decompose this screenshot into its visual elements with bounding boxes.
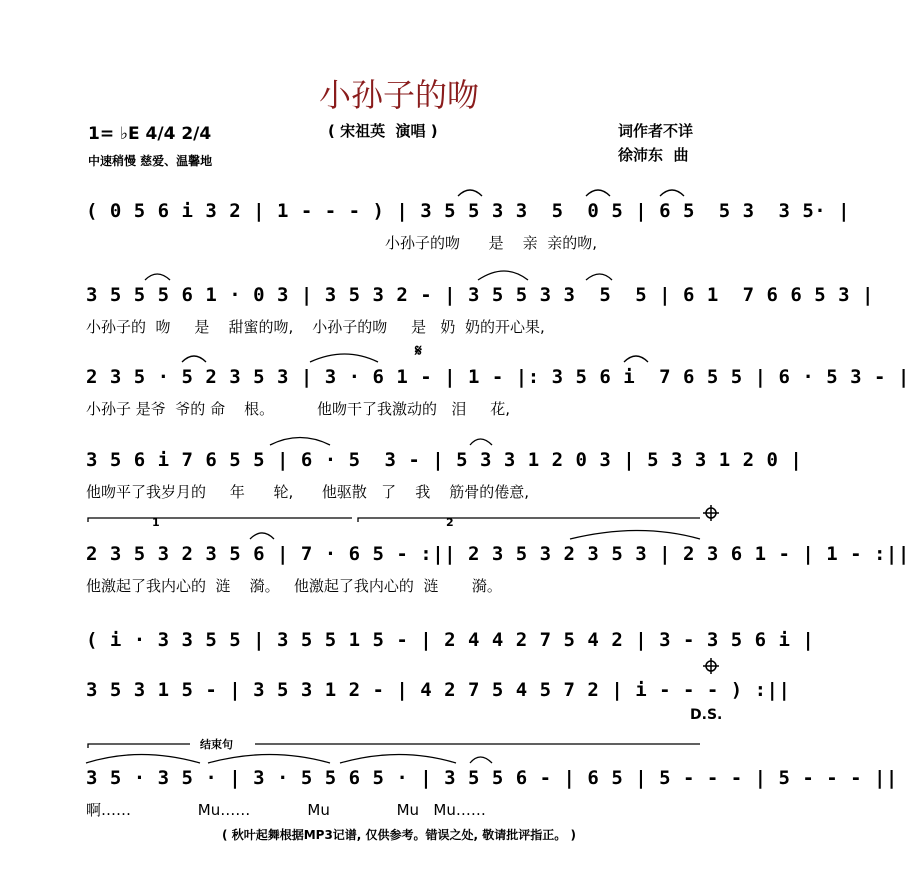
score-line-4: 3 5 6 i 7 6 5 5 | 6 · 5 3 - | 5 3 3 1 2 0 3 | 5 3 3 1 2 0 | <box>86 449 803 471</box>
lyrics-line-3: 小孙子 是爷 爷的 命 根。 他吻干了我激动的 泪 花, <box>86 400 510 418</box>
score-line-1: ( 0 5 6 i 3 2 | 1 - - - ) | 3 5 5 3 3 5 0 5 | 6 5 5 3 3 5· | <box>86 200 851 222</box>
score-line-2: 3 5 5 5 6 1 · 0 3 | 3 5 3 2 - | 3 5 5 3 3 5 5 | 6 1 7 6 6 5 3 | <box>86 284 874 306</box>
ds-marking: D.S. <box>690 707 723 723</box>
composer-credit: 徐沛东 曲 <box>618 146 689 164</box>
volta-first-label: 1 <box>152 516 160 529</box>
lyrics-line-5: 他激起了我内心的 涟 漪。 他激起了我内心的 涟 漪。 <box>86 577 502 595</box>
song-title: 小孙子的吻 <box>318 76 479 114</box>
lyrics-line-8: 啊…… Mu…… Mu Mu Mu…… <box>86 801 486 819</box>
score-line-7: 3 5 3 1 5 - | 3 5 3 1 2 - | 4 2 7 5 4 5 7 2 | i - - - ) :|| <box>86 679 791 701</box>
lyricist-credit: 词作者不详 <box>618 122 694 140</box>
tempo-mood: 中速稍慢 慈爱、温馨地 <box>88 154 213 168</box>
lyrics-line-2: 小孙子的 吻 是 甜蜜的吻, 小孙子的吻 是 奶 奶的开心果, <box>86 318 545 336</box>
volta-second-label: 2 <box>446 516 454 529</box>
score-line-6: ( i · 3 3 5 5 | 3 5 5 1 5 - | 2 4 4 2 7 5 4 2 | 3 - 3 5 6 i | <box>86 629 815 651</box>
performer-credit: ( 宋祖英 演唱 ) <box>328 122 438 140</box>
segno-icon: 𝄋 <box>415 341 422 360</box>
score-line-8: 3 5 · 3 5 · | 3 · 5 5 6 5 · | 3 5 5 6 - | 6 5 | 5 - - - | 5 - - - || <box>86 767 898 789</box>
lyrics-line-4: 他吻平了我岁月的 年 轮, 他驱散 了 我 筋骨的倦意, <box>86 483 530 501</box>
lyrics-line-1: 小孙子的吻 是 亲 亲的吻, <box>385 234 597 252</box>
transcription-footer: ( 秋叶起舞根据MP3记谱, 仅供参考。错误之处, 敬请批评指正。 ) <box>222 828 576 842</box>
score-line-5: 2 3 5 3 2 3 5 6 | 7 · 6 5 - :|| 2 3 5 3 2 3 5 3 | 2 3 6 1 - | 1 - :|| <box>86 543 910 565</box>
key-signature: 1= ♭E 4/4 2/4 <box>88 124 212 144</box>
ending-label: 结束句 <box>200 738 233 751</box>
score-line-3: 2 3 5 · 5 2 3 5 3 | 3 · 6 1 - | 1 - |: 3 5 6 i 7 6 5 5 | 6 · 5 3 - | <box>86 366 910 388</box>
